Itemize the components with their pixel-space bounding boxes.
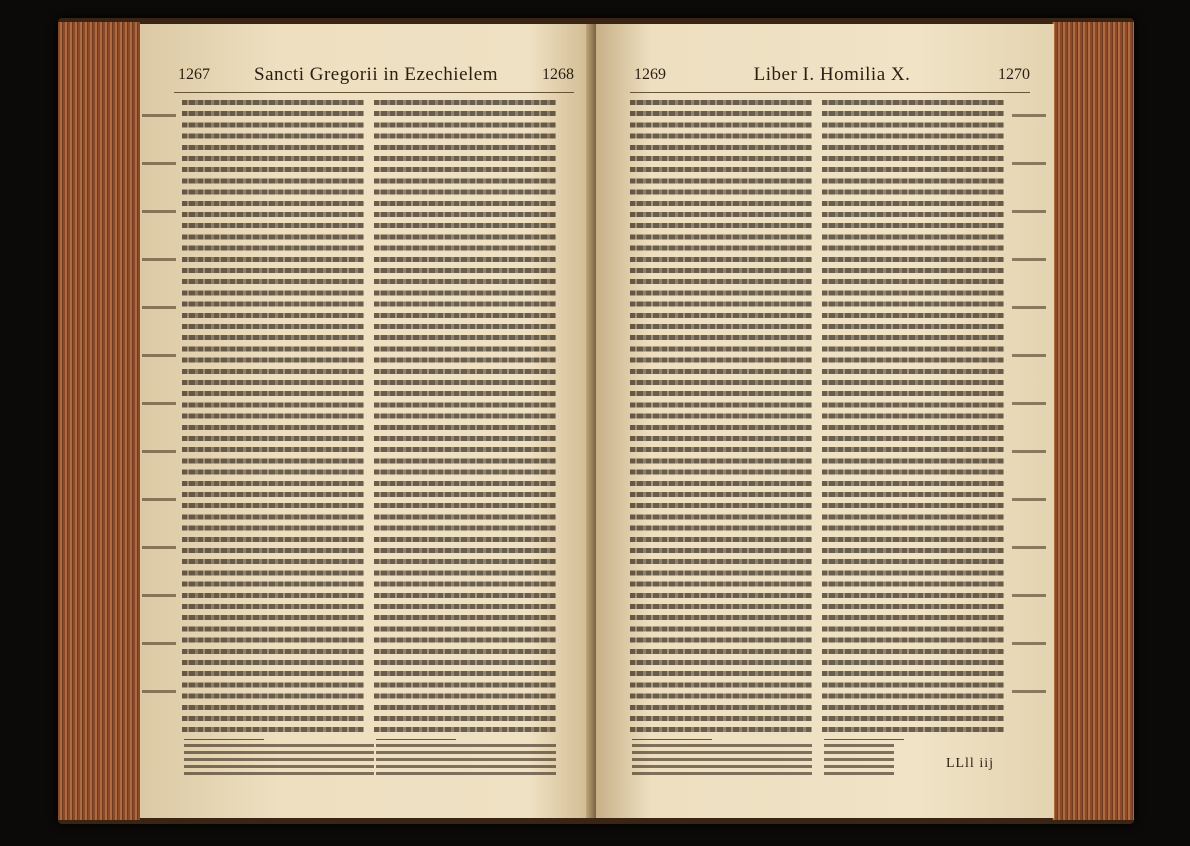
left-margin-notes <box>142 114 176 698</box>
left-page-edges <box>58 22 140 820</box>
left-running-title: Sancti Gregorii in Ezechielem <box>254 64 498 85</box>
column-1268 <box>374 100 556 732</box>
right-head-rule <box>630 92 1030 93</box>
column-1267 <box>182 100 364 732</box>
printer-signature: LLll iij <box>945 756 994 771</box>
column-1270 <box>822 100 1004 732</box>
footnotes-1269 <box>632 744 812 778</box>
open-book <box>58 18 1134 824</box>
right-running-title: Liber I. Homilia X. <box>753 64 911 85</box>
footnote-rule-1268 <box>376 739 456 740</box>
left-running-head <box>178 64 574 90</box>
right-page-edges <box>1052 22 1134 820</box>
footnotes-1268 <box>376 744 556 778</box>
column-1269 <box>630 100 812 732</box>
footnotes-1267 <box>184 744 374 778</box>
left-page <box>140 24 598 818</box>
footnote-rule-1269 <box>632 739 712 740</box>
footnote-rule-1270 <box>824 739 904 740</box>
footnote-rule-1267 <box>184 739 264 740</box>
page-number-1270: 1270 <box>998 66 1030 83</box>
page-number-1267: 1267 <box>178 66 210 83</box>
left-head-rule <box>174 92 574 93</box>
right-page <box>596 24 1054 818</box>
footnotes-1270 <box>824 744 894 778</box>
page-number-1269: 1269 <box>634 66 666 83</box>
right-running-head <box>634 64 1030 90</box>
right-margin-notes <box>1012 114 1046 698</box>
page-number-1268: 1268 <box>542 66 574 83</box>
